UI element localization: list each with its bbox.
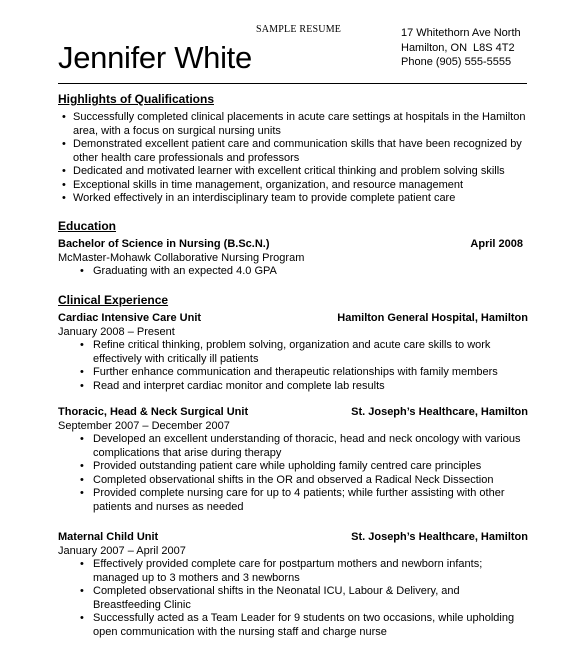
bullet-icon: • <box>80 366 84 378</box>
job-unit: Cardiac Intensive Care Unit <box>58 312 202 324</box>
highlight-text: Exceptional skills in time management, organization, and resource management <box>73 178 464 191</box>
education-header <box>58 238 523 252</box>
bullet-icon: • <box>62 178 66 191</box>
header-divider <box>58 83 527 84</box>
job-dates: January 2008 – Present <box>58 325 175 338</box>
program-name: McMaster-Mohawk Collaborative Nursing Program <box>58 251 305 264</box>
job-duty-text: Read and interpret cardiac monitor and complete lab results <box>93 379 385 392</box>
bullet-icon: • <box>80 473 84 486</box>
job-duty-item <box>58 585 528 612</box>
job-unit: Maternal Child Unit <box>58 531 159 543</box>
job-entry <box>58 406 528 514</box>
bullet-icon: • <box>62 138 66 150</box>
contact-address <box>401 26 521 70</box>
bullet-icon: • <box>62 192 66 204</box>
section-title-education: Education <box>58 219 117 233</box>
address-city-line <box>401 41 521 56</box>
contact-phone: Phone (905) 555-5555 <box>401 56 512 68</box>
job-duty-text: Refine critical thinking, problem solving, organization and acute care skills to work effectively with critically ill patients <box>93 339 491 365</box>
job-duty-text: Provided outstanding patient care while upholding family centred care principles <box>93 460 482 472</box>
degree-date: April 2008 <box>470 238 523 250</box>
job-duty-item <box>58 487 528 514</box>
address-city: Hamilton, ON <box>401 41 468 54</box>
bullet-icon: • <box>80 460 84 472</box>
address-zip: L8S 4T2 <box>473 41 515 54</box>
candidate-name: Jennifer White <box>58 40 252 75</box>
bullet-icon: • <box>80 379 84 392</box>
job-duty-item <box>58 433 528 460</box>
bullet-icon: • <box>80 339 84 351</box>
bullet-icon: • <box>80 558 84 570</box>
job-entry <box>58 312 528 393</box>
highlight-item <box>58 192 528 206</box>
bullet-icon: • <box>80 433 84 445</box>
education-item <box>58 265 523 279</box>
highlights-list <box>58 111 528 206</box>
job-unit: Thoracic, Head & Neck Surgical Unit <box>58 406 249 418</box>
job-header <box>58 312 528 326</box>
section-title-experience: Clinical Experience <box>58 293 169 307</box>
job-entry <box>58 531 528 639</box>
job-duty-text: Provided complete nursing care for up to 4 patients; while further assisting with other patients and nurses as needed <box>93 487 505 513</box>
job-duty-text: Completed observational shifts in the Neonatal ICU, Labour & Delivery, and Breastfeeding Clinic <box>93 585 460 611</box>
job-duty-item <box>58 366 528 380</box>
highlight-item <box>58 165 528 179</box>
education-block <box>58 238 523 279</box>
sample-label: SAMPLE RESUME <box>256 24 342 35</box>
bullet-icon: • <box>80 265 84 277</box>
job-dates: September 2007 – December 2007 <box>58 419 230 432</box>
highlight-text: Successfully completed clinical placements in acute care settings at hospitals in the Hamilton area, with a focus on surgical nursing units <box>73 111 526 137</box>
job-duty-item <box>58 380 528 394</box>
job-header <box>58 406 528 420</box>
highlight-text: Worked effectively in an interdisciplinary team to provide complete patient care <box>73 192 456 204</box>
degree-name: Bachelor of Science in Nursing (B.Sc.N.) <box>58 238 270 250</box>
job-duty-item <box>58 460 528 474</box>
bullet-icon: • <box>80 585 84 597</box>
job-duty-item <box>58 339 528 366</box>
highlight-item <box>58 111 528 138</box>
highlight-item <box>58 138 528 165</box>
address-street: 17 Whitethorn Ave North <box>401 27 521 39</box>
education-text: Graduating with an expected 4.0 GPA <box>93 265 277 277</box>
job-header <box>58 531 528 545</box>
job-dates: January 2007 – April 2007 <box>58 544 186 557</box>
job-duty-item <box>58 558 528 585</box>
job-duty-text: Effectively provided complete care for postpartum mothers and newborn infants; managed up to 3 mothers and 3 newborns <box>93 558 483 584</box>
job-duty-item <box>58 474 528 488</box>
job-duty-text: Successfully acted as a Team Leader for 9 students on two occasions, while upholding open communication with the nursing staff and charge nurse <box>93 612 515 638</box>
bullet-icon: • <box>62 165 66 177</box>
job-duty-text: Developed an excellent understanding of thoracic, head and neck oncology with various complications that arise during therapy <box>93 433 521 459</box>
highlight-item <box>58 179 528 193</box>
bullet-icon: • <box>80 487 84 499</box>
job-duty-text: Further enhance communication and therapeutic relationships with family members <box>93 366 498 378</box>
job-location: St. Joseph’s Healthcare, Hamilton <box>351 531 528 543</box>
bullet-icon: • <box>80 612 84 624</box>
highlight-text: Demonstrated excellent patient care and communication skills that have been recognized by other health care professionals and professors <box>73 138 522 164</box>
bullet-icon: • <box>62 111 66 123</box>
highlight-text: Dedicated and motivated learner with excellent critical thinking and problem solving skills <box>73 165 505 177</box>
job-location: Hamilton General Hospital, Hamilton <box>337 312 528 324</box>
job-duty-text: Completed observational shifts in the OR and observed a Radical Neck Dissection <box>93 473 494 486</box>
section-title-highlights: Highlights of Qualifications <box>58 92 214 106</box>
job-duty-item <box>58 612 528 639</box>
job-location: St. Joseph’s Healthcare, Hamilton <box>351 406 528 418</box>
